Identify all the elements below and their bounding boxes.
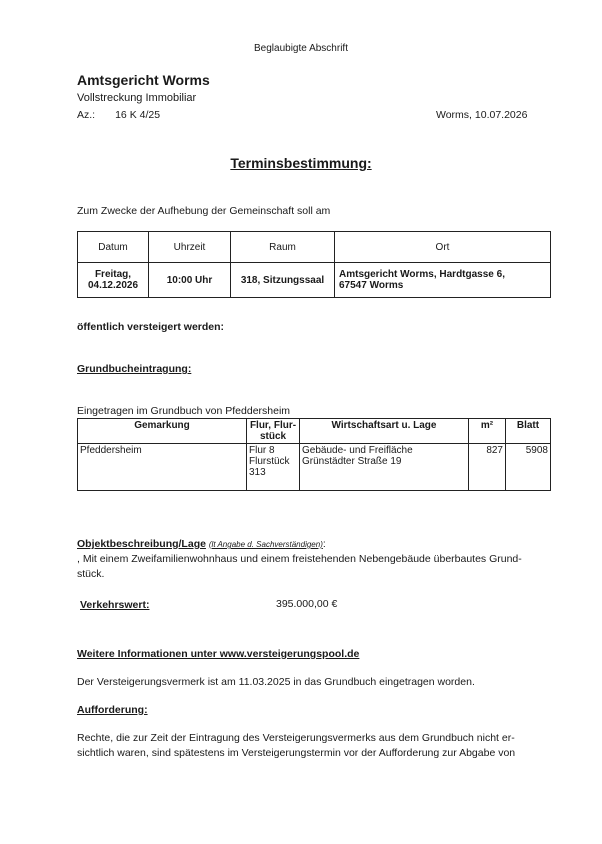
header-flur-line1: Flur, Flur-: [249, 420, 297, 431]
flur-line1: Flur 8: [249, 445, 275, 456]
header-gemarkung: Gemarkung: [78, 419, 247, 444]
gemarkung-value: Pfeddersheim: [78, 444, 247, 491]
info-line: Weitere Informationen unter www.versteigerungspool.de: [77, 648, 360, 660]
blatt-value: 5908: [506, 444, 551, 491]
objekt-heading: Objektbeschreibung/Lage: [77, 538, 206, 550]
header-ort: Ort: [335, 232, 551, 263]
appointment-time: 10:00 Uhr: [149, 263, 231, 298]
land-register-row: [78, 444, 551, 491]
header-raum: Raum: [231, 232, 335, 263]
appointment-place-line2: 67547 Worms: [339, 280, 404, 291]
appointment-date: [78, 263, 149, 298]
verkehrswert-label: Verkehrswert:: [80, 599, 150, 611]
objekt-heading-line: [77, 538, 326, 550]
appointment-date-value: 04.12.2026: [87, 280, 139, 291]
flur-line2: Flurstück: [249, 456, 290, 467]
court-name: Amtsgericht Worms: [77, 72, 210, 88]
appointment-table-row: [78, 263, 551, 298]
appointment-table-header: [78, 232, 551, 263]
aufforderung-heading: Aufforderung:: [77, 704, 148, 716]
land-register-header: [78, 419, 551, 444]
verkehrswert-value: 395.000,00 €: [276, 598, 338, 610]
size-value: 827: [469, 444, 506, 491]
certified-copy-label: Beglaubigte Abschrift: [254, 43, 348, 54]
case-number-label: Az.:: [77, 109, 96, 121]
lage-line1: Gebäude- und Freifläche: [302, 445, 413, 456]
case-number: [77, 109, 160, 121]
objekt-description-line1: , Mit einem Zweifamilienwohnhaus und einem freistehenden Nebengebäude überbautes Grund-: [77, 553, 522, 565]
header-wirtschaftsart: Wirtschaftsart u. Lage: [300, 419, 469, 444]
header-uhrzeit: Uhrzeit: [149, 232, 231, 263]
case-number-value: 16 K 4/25: [115, 109, 161, 121]
lage-line2: Grünstädter Straße 19: [302, 456, 402, 467]
header-blatt: Blatt: [506, 419, 551, 444]
lage-value: [300, 444, 469, 491]
appointment-place-line1: Amtsgericht Worms, Hardtgasse 6,: [339, 269, 505, 280]
intro-text: Zum Zwecke der Aufhebung der Gemeinschaft soll am: [77, 205, 331, 217]
objekt-note: (lt Angabe d. Sachverständigen): [208, 540, 323, 549]
place-date: Worms, 10.07.2026: [436, 109, 528, 121]
appointment-table: [77, 231, 551, 298]
appointment-place: [335, 263, 551, 298]
document-title: Terminsbestimmung:: [230, 155, 372, 171]
flur-value: [247, 444, 300, 491]
vermerk-text: Der Versteigerungsvermerk ist am 11.03.2025 in das Grundbuch eingetragen worden.: [77, 676, 475, 688]
objekt-description-line2: stück.: [77, 568, 105, 580]
grundbuch-intro: Eingetragen im Grundbuch von Pfeddersheim: [77, 405, 291, 417]
appointment-weekday: Freitag,: [94, 269, 132, 280]
header-flur: [247, 419, 300, 444]
header-flur-line2: stück: [259, 431, 287, 442]
court-division: Vollstreckung Immobiliar: [77, 92, 197, 104]
header-datum: Datum: [78, 232, 149, 263]
objekt-colon: :: [322, 538, 326, 550]
aufforderung-line1: Rechte, die zur Zeit der Eintragung des Versteigerungsvermerks aus dem Grundbuch nicht er-: [77, 732, 515, 744]
land-register-table: [77, 418, 551, 491]
header-size: m²: [469, 419, 506, 444]
grundbuch-heading: Grundbucheintragung:: [77, 363, 192, 375]
appointment-room: 318, Sitzungssaal: [231, 263, 335, 298]
auction-statement: öffentlich versteigert werden:: [77, 321, 225, 333]
flur-line3: 313: [249, 467, 266, 478]
aufforderung-line2: sichtlich waren, sind spätestens im Versteigerungstermin vor der Aufforderung zur Abgabe von: [77, 747, 516, 759]
